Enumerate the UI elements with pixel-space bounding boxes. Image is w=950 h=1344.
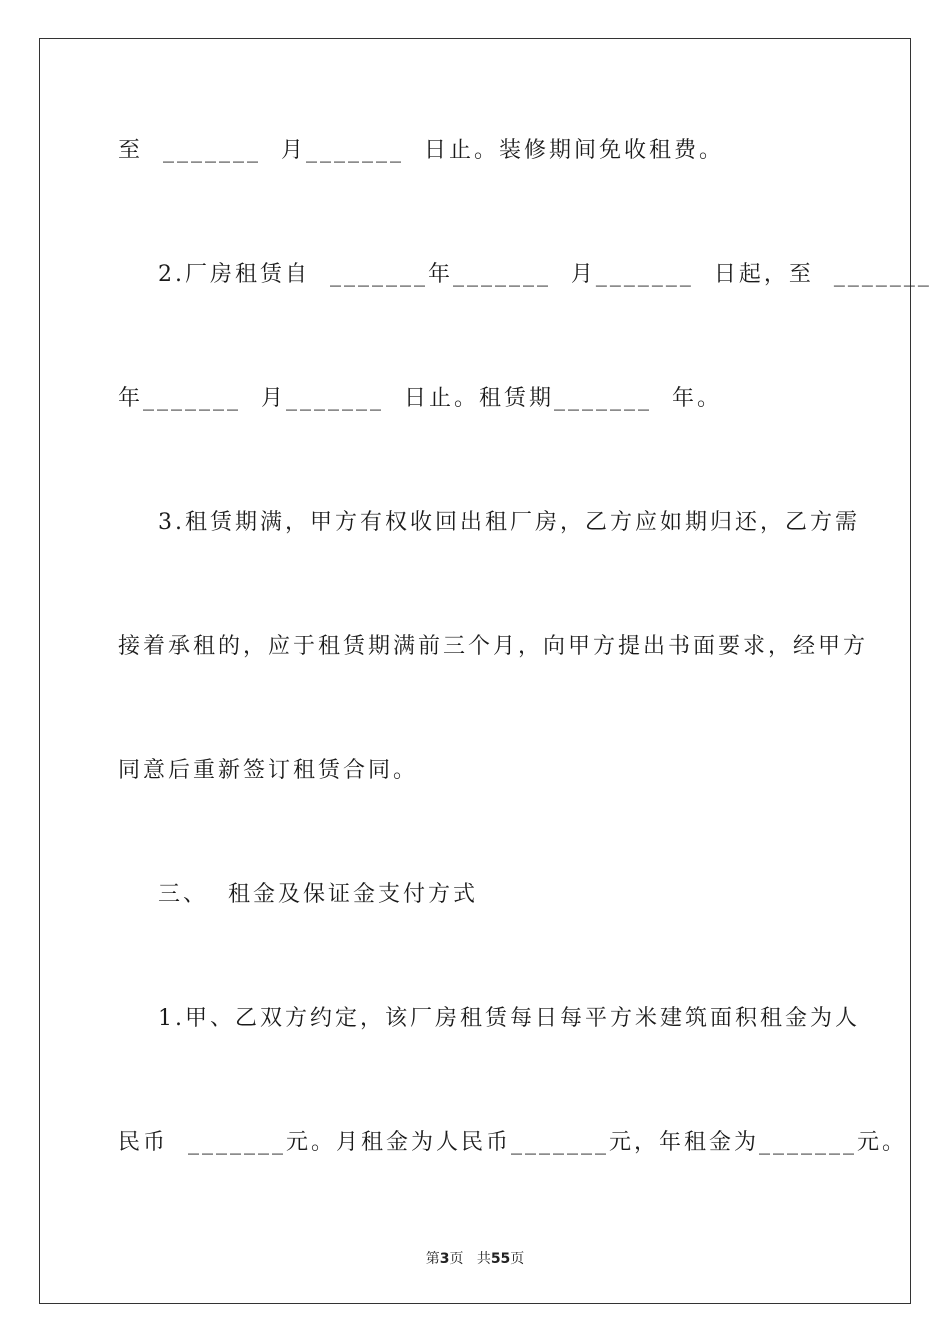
page-border xyxy=(39,38,932,1304)
paragraph-line: 2.厂房租赁自 _______年_______ 月_______ 日起，至 _______ xyxy=(118,262,932,287)
page-prefix: 第 xyxy=(425,1251,440,1267)
total-prefix: 共 xyxy=(476,1251,491,1267)
total-suffix: 页 xyxy=(510,1251,525,1267)
paragraph-line: 至 _______ 月_______ 日止。装修期间免收租费。 xyxy=(118,138,724,163)
paragraph-line: 年_______ 月_______ 日止。租赁期_______ 年。 xyxy=(118,386,722,411)
paragraph-line: 同意后重新签订租赁合同。 xyxy=(118,758,419,783)
page-current: 3 xyxy=(439,1251,450,1267)
page-suffix: 页 xyxy=(449,1251,464,1267)
section-heading: 三、 租金及保证金支付方式 xyxy=(118,882,478,907)
paragraph-line: 接着承租的，应于租赁期满前三个月，向甲方提出书面要求，经甲方 xyxy=(118,634,869,659)
paragraph-line: 1.甲、乙双方约定，该厂房租赁每日每平方米建筑面积租金为人 xyxy=(118,1006,860,1031)
paragraph-line: 3.租赁期满，甲方有权收回出租厂房，乙方应如期归还，乙方需 xyxy=(118,510,860,535)
page-total: 55 xyxy=(490,1251,511,1267)
page-footer xyxy=(0,1248,950,1268)
paragraph-line: 民币 _______元。月租金为人民币_______元，年租金为_______元。 xyxy=(118,1130,907,1155)
